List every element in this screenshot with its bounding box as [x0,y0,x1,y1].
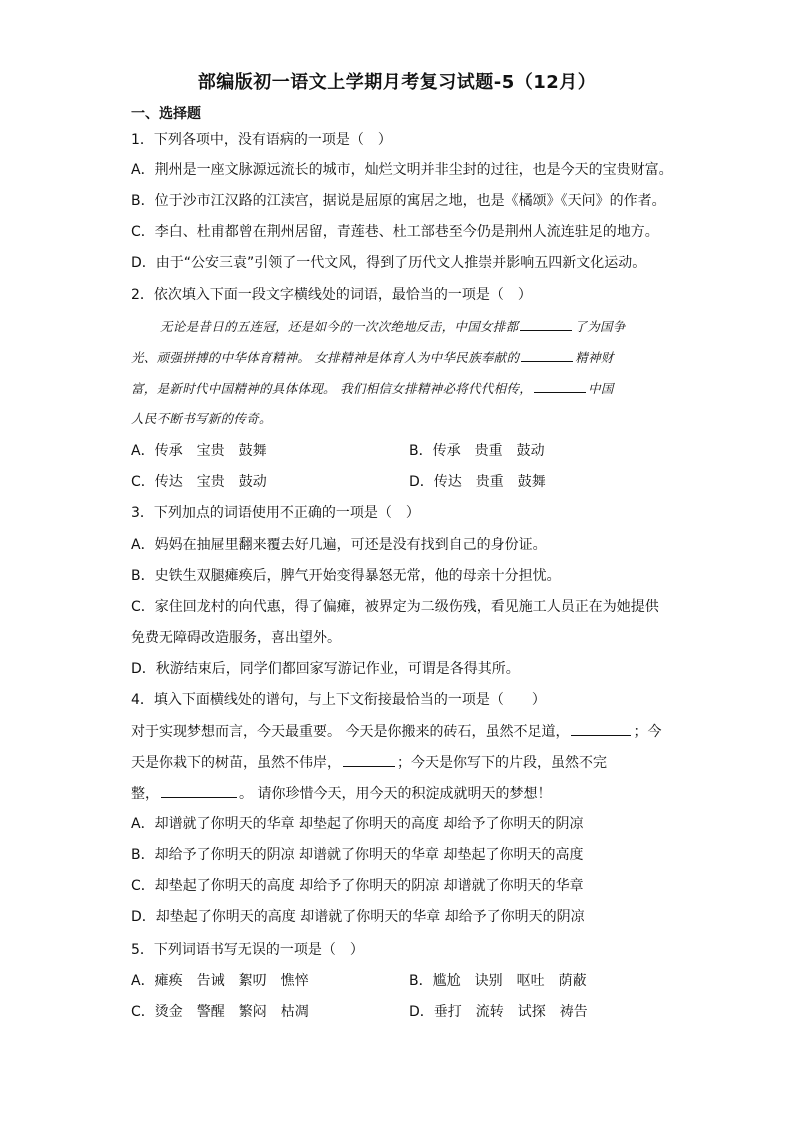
q2-passage-line-1 [160,316,626,337]
q4-text-line-1 [131,721,661,742]
q3-option-c: C．家住回龙村的向代惠，得了偏瘫，被界定为二级伤残，看见施工人员正在为她提供 [131,599,659,615]
q2-option-c: C．传达 宝贵 鼓动 [131,474,267,490]
q2-passage-text: 光、顽强拼搏的中华体育精神。 女排精神是体育人为中华民族奉献的 [131,350,520,365]
q3-stem: 3．下列加点的词语使用不正确的一项是（ ） [131,505,420,521]
q2-passage-line-3 [131,378,614,399]
fill-blank [343,752,395,767]
q3-option-d: D．秋游结束后，同学们都回家写游记作业，可谓是各得其所。 [131,661,520,677]
q4-text: 。 请你珍惜今天，用今天的积淀成就明天的梦想！ [239,786,552,802]
q2-options-row-1 [131,441,671,461]
q1-option-a: A．荆州是一座文脉源远流长的城市，灿烂文明并非尘封的过往，也是今天的宝贵财富。 [131,162,673,178]
q1-option-b: B．位于沙市江汉路的江渎宫，据说是屈原的寓居之地，也是《橘颂》《天问》的作者。 [131,193,666,209]
q5-option-a: A．瘫痪 告诫 絮叨 憔悴 [131,973,309,989]
q4-text-line-3 [131,783,551,804]
q5-options-row-2 [131,1002,671,1022]
q2-passage-line-4: 人民不断书写新的传奇。 [131,411,272,426]
fill-blank [520,316,572,331]
q2-option-b: B．传承 贵重 鼓动 [409,443,545,459]
q2-passage-text: 了为国争 [574,319,626,334]
q1-option-d: D．由于“公安三袁”引领了一代文风，得到了历代文人推崇并影响五四新文化运动。 [131,255,647,271]
q4-text-line-2 [131,752,607,773]
q3-option-b: B．史铁生双腿瘫痪后，脾气开始变得暴怒无常，他的母亲十分担忧。 [131,568,561,584]
q2-passage-text: 精神财 [575,350,614,365]
q4-text: ；今 [633,724,662,740]
fill-blank [534,378,586,393]
q3-option-c-continued: 免费无障碍改造服务，喜出望外。 [131,630,341,646]
q4-text: ；今天是你写下的片段，虽然不完 [397,755,607,771]
q5-stem: 5．下列词语书写无误的一项是（ ） [131,942,364,958]
q5-options-row-1 [131,971,671,991]
q4-option-d: D．却垫起了你明天的高度 却谱就了你明天的华章 却给予了你明天的阴凉 [131,909,585,925]
q2-option-d: D．传达 贵重 鼓舞 [409,474,546,490]
q5-option-c: C．烫金 警醒 繁闷 枯凋 [131,1004,309,1020]
q4-option-b: B．却给予了你明天的阴凉 却谱就了你明天的华章 却垫起了你明天的高度 [131,847,584,863]
fill-blank [521,347,573,362]
q5-option-b: B．尴尬 诀别 呕吐 荫蔽 [409,973,587,989]
q2-passage-text: 富，是新时代中国精神的具体体现。 我们相信女排精神必将代代相传， [131,381,533,396]
fill-blank [161,783,237,798]
q4-text: 整， [131,786,159,802]
q2-options-row-2 [131,472,671,492]
q5-option-d: D．垂打 流转 试探 祷告 [409,1004,588,1020]
q2-passage-text: 无论是昔日的五连冠，还是如今的一次次绝地反击，中国女排都 [160,319,519,334]
q2-passage-text: 中国 [588,381,614,396]
q4-stem: 4．填入下面横线处的谱句，与上下文衔接最恰当的一项是（ ） [131,692,546,708]
page-title: 部编版初一语文上学期月考复习试题-5（12月） [197,72,597,93]
q4-text: 天是你栽下的树苗，虽然不伟岸， [131,755,341,771]
q4-text: 对于实现梦想而言，今天最重要。 今天是你搬来的砖石，虽然不足道， [131,724,570,740]
q4-option-c: C．却垫起了你明天的高度 却给予了你明天的阴凉 却谱就了你明天的华章 [131,878,584,894]
q1-stem: 1．下列各项中，没有语病的一项是（ ） [131,132,392,148]
q2-passage-line-2 [131,347,614,368]
fill-blank [571,721,631,736]
q2-option-a: A．传承 宝贵 鼓舞 [131,443,267,459]
q1-option-c: C．李白、杜甫都曾在荆州居留，青莲巷、杜工部巷至今仍是荆州人流连驻足的地方。 [131,224,659,240]
q3-option-a: A．妈妈在抽屉里翻来覆去好几遍，可还是没有找到自己的身份证。 [131,537,547,553]
q4-option-a: A．却谱就了你明天的华章 却垫起了你明天的高度 却给予了你明天的阴凉 [131,816,584,832]
q2-stem: 2．依次填入下面一段文字横线处的词语，最恰当的一项是（ ） [131,287,532,303]
section-title: 一、选择题 [131,106,201,122]
